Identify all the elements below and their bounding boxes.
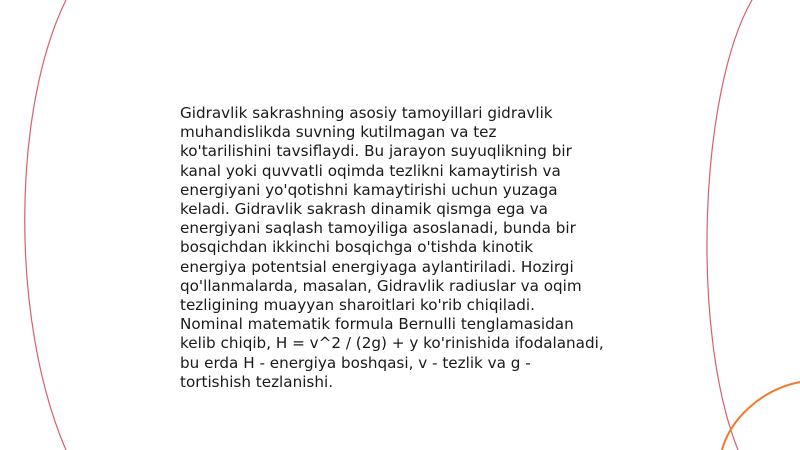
- right-arc: [707, 0, 752, 450]
- body-text: Gidravlik sakrashning asosiy tamoyillari gidravlik muhandislikda suvning kutilmagan va tez ko'tarilishini tavsiflaydi. Bu jarayon suyuqlikning bir kanal yoki quvvatli oqimda tezlikni kamaytirish va energiyani yo'qotishni kamaytirishi uchun yuzaga keladi. Gidravlik sakrash dinamik qismga ega va energiyani saqlash tamoyiliga asoslanadi, bunda bir bosqichdan ikkinchi bosqichga o'tishda kinotik energiya potentsial energiyaga aylantiriladi. Hozirgi qo'llanmalarda, masalan, Gidravlik radiuslar va oqim tezligining muayyan sharoitlari ko'rib chiqiladi. Nominal matematik formula Bernulli tenglamasidan kelib chiqib, H = v^2 / (2g) + y ko'rinishida ifodalanadi, bu erda H - energiya boshqasi, v - tezlik va g - tortishish tezlanishi.: [180, 104, 604, 391]
- left-arc: [25, 0, 66, 450]
